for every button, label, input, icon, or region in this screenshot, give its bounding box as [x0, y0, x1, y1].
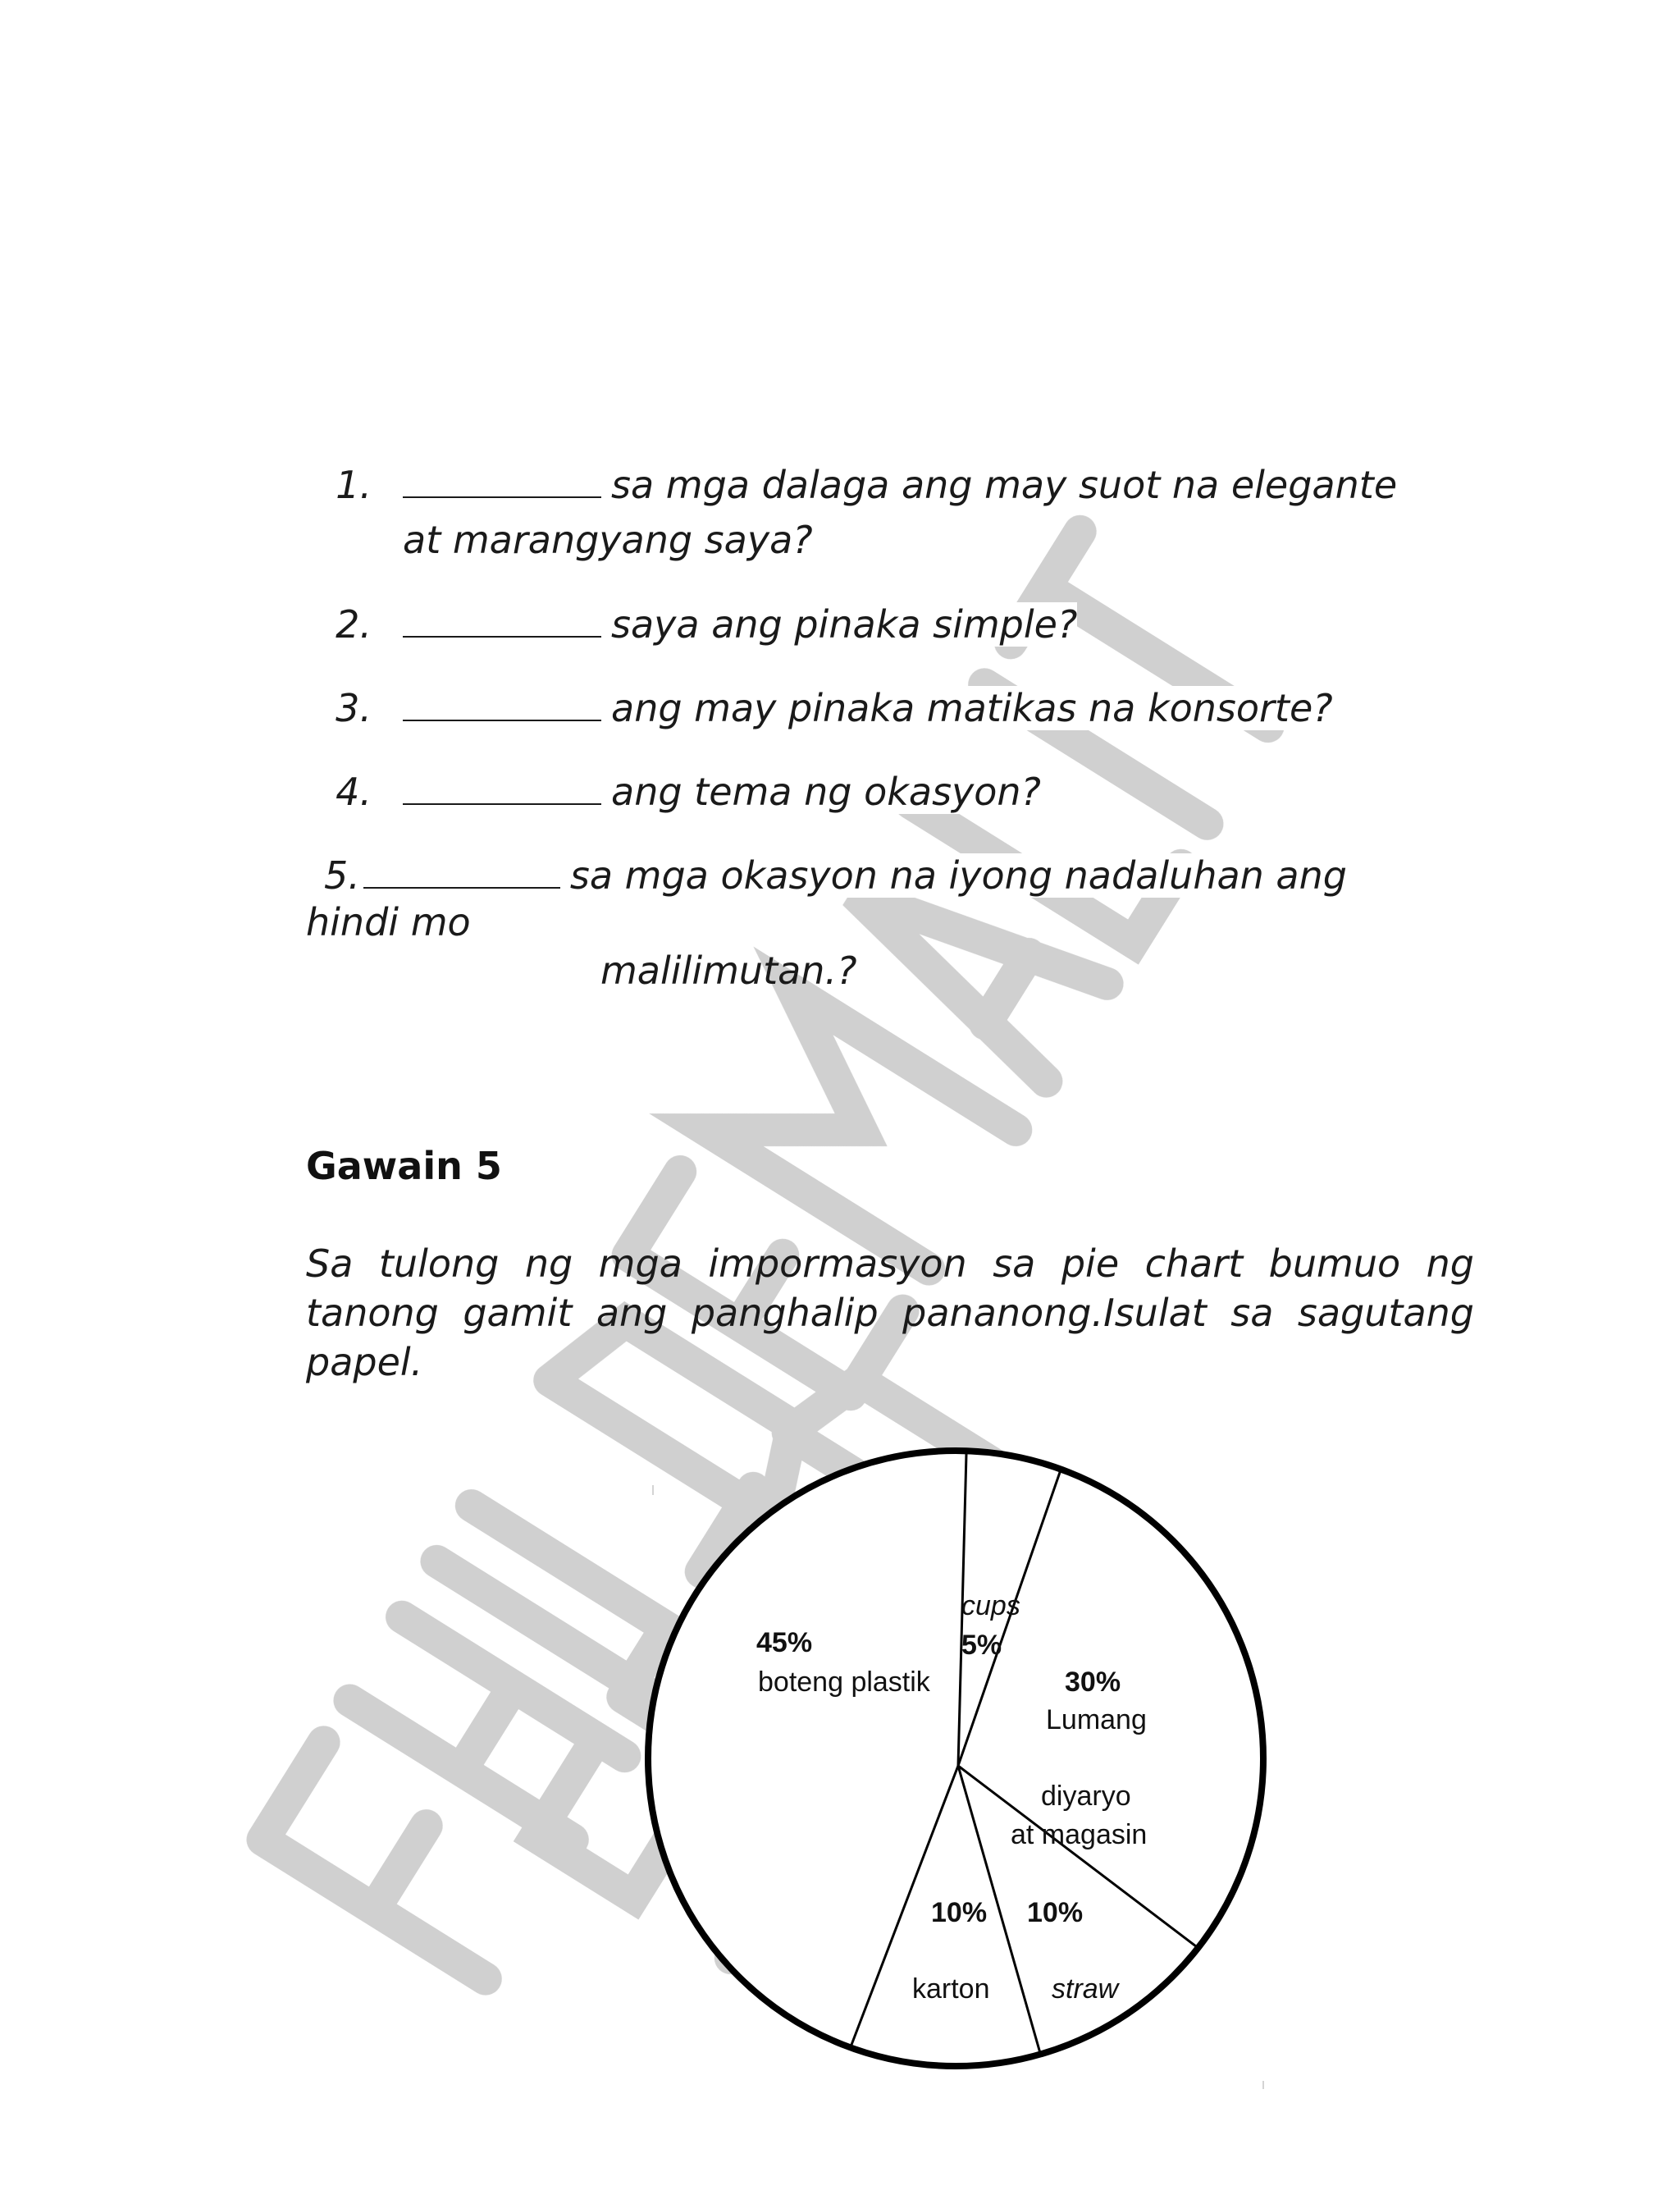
question-text: malilimutan.? [600, 949, 857, 993]
label-straw-percent: 10% [1027, 1897, 1084, 1928]
label-plastic-name: boteng plastik [758, 1667, 930, 1698]
question-number: 4. [336, 770, 372, 814]
label-cups-name: cups [961, 1590, 1020, 1621]
question-text: hindi mo [306, 900, 471, 944]
question-number: 2. [336, 602, 372, 647]
question-text: ang tema ng okasyon? [611, 770, 1041, 814]
label-karton-percent: 10% [931, 1897, 988, 1928]
question-text: ang may pinaka matikas na konsorte? [611, 686, 1333, 730]
label-straw-name: straw [1052, 1973, 1119, 2005]
question-text: at marangyang saya? [403, 518, 813, 562]
question-text: sa mga dalaga ang may suot na elegante [611, 463, 1398, 507]
label-karton-name: karton [912, 1973, 990, 2005]
question-number: 3. [336, 686, 372, 730]
section-heading: Gawain 5 [306, 1144, 502, 1188]
question-number: 1. [336, 463, 372, 507]
label-diyaryo-name-3: at magasin [1011, 1819, 1148, 1850]
label-diyaryo-name-1: Lumang [1046, 1704, 1147, 1735]
label-plastic-percent: 45% [756, 1627, 813, 1658]
question-text: sa mga okasyon na iyong nadaluhan ang [569, 853, 1347, 898]
label-cups-percent: 5% [961, 1630, 1002, 1661]
label-diyaryo-name-2: diyaryo [1041, 1781, 1131, 1812]
question-text: saya ang pinaka simple? [611, 602, 1078, 647]
question-number: 5. [324, 853, 360, 898]
section-instruction: Sa tulong ng mga impormasyon sa pie chart bumuo ng tanong gamit ang panghalip pananong.Isulat sa sagutang papel. [306, 1241, 1474, 1384]
label-diyaryo-percent: 30% [1065, 1667, 1121, 1698]
